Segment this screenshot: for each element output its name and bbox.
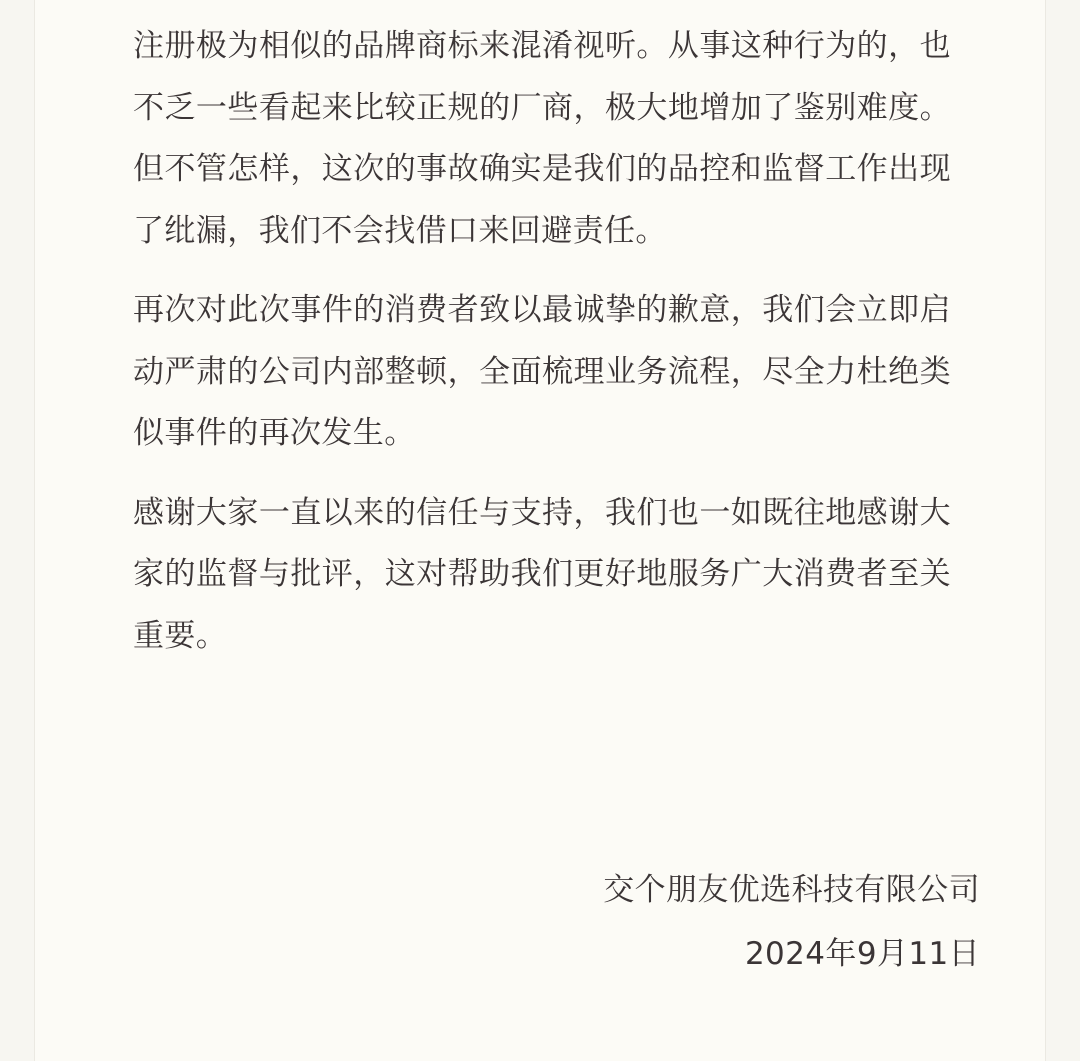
paragraph-1: 注册极为相似的品牌商标来混淆视听。从事这种行为的，也不乏一些看起来比较正规的厂商，极大地增加了鉴别难度。但不管怎样，这次的事故确实是我们的品控和监督工作出现了纰漏，我们不会找借口来回避责任。 <box>133 28 951 249</box>
paragraph-3: 感谢大家一直以来的信任与支持，我们也一如既往地感谢大家的监督与批评，这对帮助我们更好地服务广大消费者至关重要。 <box>133 494 951 654</box>
paragraph-2: 再次对此次事件的消费者致以最诚挚的歉意，我们会立即启动严肃的公司内部整顿，全面梳理业务流程，尽全力杜绝类似事件的再次发生。 <box>133 292 951 451</box>
letter-body <box>133 16 951 685</box>
signature-date: 2024年9月11日 <box>744 936 980 972</box>
signature-company: 交个朋友优选科技有限公司 <box>603 872 980 908</box>
